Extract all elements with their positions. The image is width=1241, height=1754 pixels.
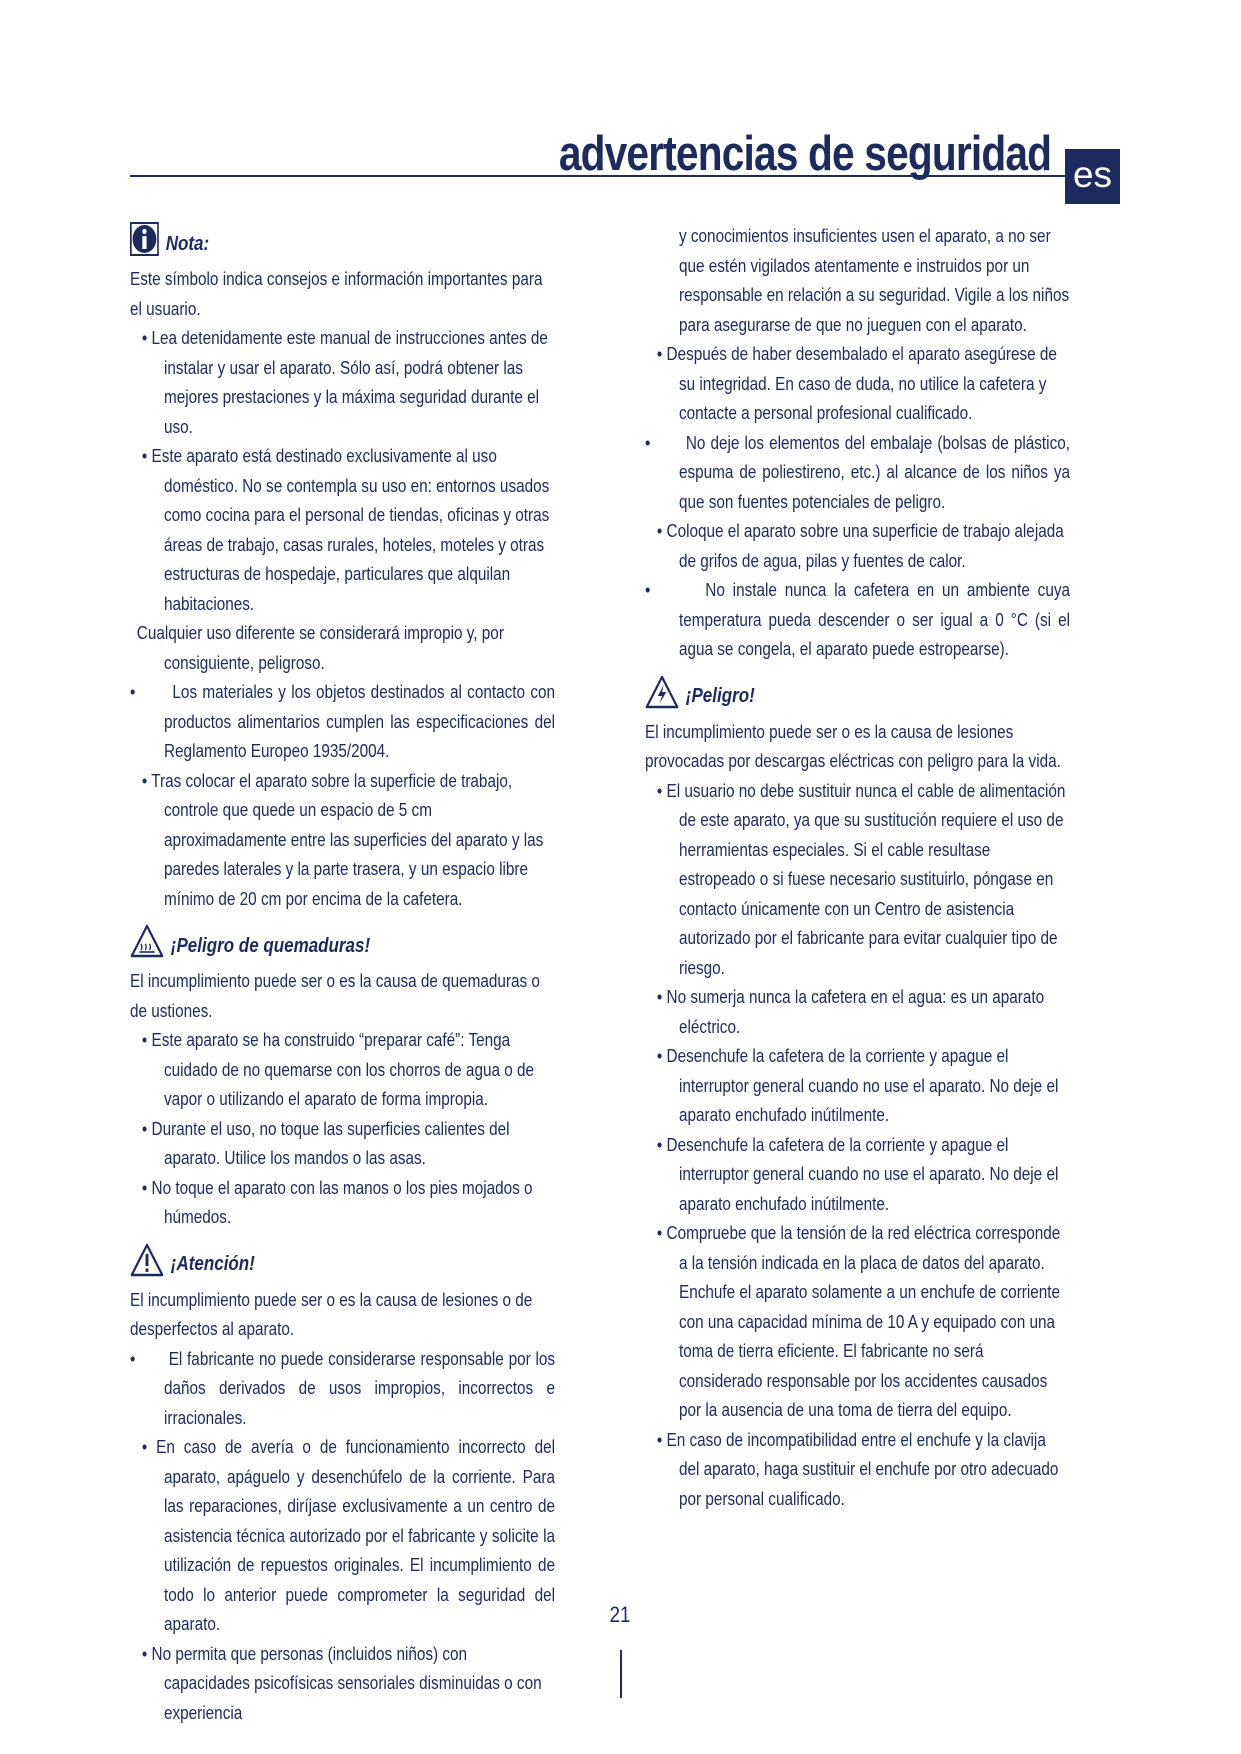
danger-heading-text: ¡Peligro! xyxy=(685,685,755,707)
list-item: • Compruebe que la tensión de la red eléctrica corresponde a la tensión indicada en la placa de datos del aparato. Enchufe el aparato solamente a un enchufe de corriente con una capacidad mínima de 10 A y equipado con una toma de tierra eficiente. El fabricante no será considerado responsable por los accidentes causados por la ausencia de una toma de tierra del equipo. xyxy=(656,1223,1061,1420)
list-item: • No sumerja nunca la cafetera en el agua: es un aparato eléctrico. xyxy=(656,987,1045,1037)
list-item: • No permita que personas (incluidos niños) con capacidades psicofísicas sensoriales disminuidas o con experiencia xyxy=(141,1643,542,1723)
list-item: • El fabricante no puede considerarse responsable por los daños derivados de usos impropios, incorrectos e irracionales. xyxy=(130,1348,556,1428)
list-item: • Coloque el aparato sobre una superficie de trabajo alejada de grifos de agua, pilas y fuentes de calor. xyxy=(656,521,1064,571)
page-number: 21 xyxy=(609,1602,631,1627)
list-item: • En caso de avería o de funcionamiento incorrecto del aparato, apáguelo y desenchúfelo de la corriente. Para las reparaciones, diríjase exclusivamente a un centro de asistencia técnica autorizado por el fabricante y solicite la utilización de repuestos originales. El incumplimiento de todo lo anterior puede comprometer la seguridad del aparato. xyxy=(141,1437,555,1634)
danger-text: El incumplimiento puede ser o es la causa de lesiones provocadas por descargas eléctricas con peligro para la vida. xyxy=(645,721,1061,771)
list-item: • Lea detenidamente este manual de instrucciones antes de instalar y usar el aparato. Sólo así, podrá obtener las mejores prestaciones y la máxima seguridad durante el uso. xyxy=(141,328,548,437)
list-item: • Después de haber desembalado el aparato asegúrese de su integridad. En caso de duda, no utilice la cafetera y contacte a personal profesional cualificado. xyxy=(656,344,1057,423)
right-column xyxy=(645,222,1070,1514)
note-heading xyxy=(130,222,555,265)
info-icon xyxy=(130,222,159,265)
language-badge: es xyxy=(1065,149,1120,204)
warning-icon xyxy=(130,1243,164,1286)
burns-heading xyxy=(130,924,555,967)
burns-text: El incumplimiento puede ser o es la causa de quemaduras o de ustiones. xyxy=(130,971,540,1021)
list-item: • No toque el aparato con las manos o los pies mojados o húmedos. xyxy=(141,1177,533,1227)
list-item: • No instale nunca la cafetera en un ambiente cuya temperatura pueda descender o ser igual a 0 °C (si el agua se congela, el aparato puede estropearse). xyxy=(645,580,1070,659)
list-item: • Desenchufe la cafetera de la corriente y apague el interruptor general cuando no use el aparato. No deje el aparato enchufado inútilmente. xyxy=(656,1046,1059,1125)
page-title: advertencias de seguridad xyxy=(558,127,1051,181)
list-item: • Este aparato se ha construido “preparar café”: Tenga cuidado de no quemarse con los chorros de agua o de vapor o utilizando el aparato de forma impropia. xyxy=(141,1030,535,1109)
list-item: • En caso de incompatibilidad entre el enchufe y la clavija del aparato, haga sustituir el enchufe por otro adecuado por personal cualificado. xyxy=(656,1429,1059,1509)
paragraph: Cualquier uso diferente se considerará impropio y, por consiguiente, peligroso. xyxy=(136,623,504,673)
list-item: • Este aparato está destinado exclusivamente al uso doméstico. No se contempla su uso en: entornos usados como cocina para el personal de tiendas, oficinas y otras áreas de trabajo, casas rurales, hoteles, moteles y otras estructuras de hospedaje, particulares que alquilan habitaciones. xyxy=(141,446,550,614)
note-text: Este símbolo indica consejos e información importantes para el usuario. xyxy=(130,269,543,319)
attention-heading-text: ¡Atención! xyxy=(170,1253,255,1275)
list-item: • Los materiales y los objetos destinados al contacto con productos alimentarios cumplen las especificaciones del Reglamento Europeo 1935/2004. xyxy=(130,682,555,761)
list-item: • El usuario no debe sustituir nunca el cable de alimentación de este aparato, ya que su sustitución requiere el uso de herramientas especiales. Si el cable resultase estropeado o si fuese necesario sustituirlo, póngase en contacto únicamente con un Centro de asistencia autorizado por el fabricante para evitar cualquier tipo de riesgo. xyxy=(656,780,1066,978)
note-heading-text: Nota: xyxy=(165,232,210,255)
left-column xyxy=(130,222,555,1728)
attention-heading xyxy=(130,1243,555,1286)
list-item: • Durante el uso, no toque las superficies calientes del aparato. Utilice los mandos o las asas. xyxy=(141,1118,510,1168)
list-item: • No deje los elementos del embalaje (bolsas de plástico, espuma de poliestireno, etc.) al alcance de los niños ya que son fuentes potenciales de peligro. xyxy=(645,432,1070,512)
electric-shock-warning-icon xyxy=(645,675,679,718)
burns-heading-text: ¡Peligro de quemaduras! xyxy=(170,934,371,957)
list-item: • Desenchufe la cafetera de la corriente y apague el interruptor general cuando no use el aparato. No deje el aparato enchufado inútilmente. xyxy=(656,1134,1059,1214)
page-tick xyxy=(620,1650,622,1698)
hot-surface-warning-icon xyxy=(130,924,164,967)
attention-text: El incumplimiento puede ser o es la causa de lesiones o de desperfectos al aparato. xyxy=(130,1289,533,1339)
danger-heading xyxy=(645,675,1070,718)
list-item: • Tras colocar el aparato sobre la superficie de trabajo, controle que quede un espacio de 5 cm aproximadamente entre las superficies del aparato y las paredes laterales y la parte trasera, y un espacio libre mínimo de 20 cm por encima de la cafetera. xyxy=(141,770,544,909)
continuation-text: y conocimientos insuficientes usen el aparato, a no ser que estén vigilados atentamente e instruidos por un responsable en relación a su seguridad. Vigile a los niños para asegurarse de que no jueguen con el aparato. xyxy=(679,226,1070,335)
